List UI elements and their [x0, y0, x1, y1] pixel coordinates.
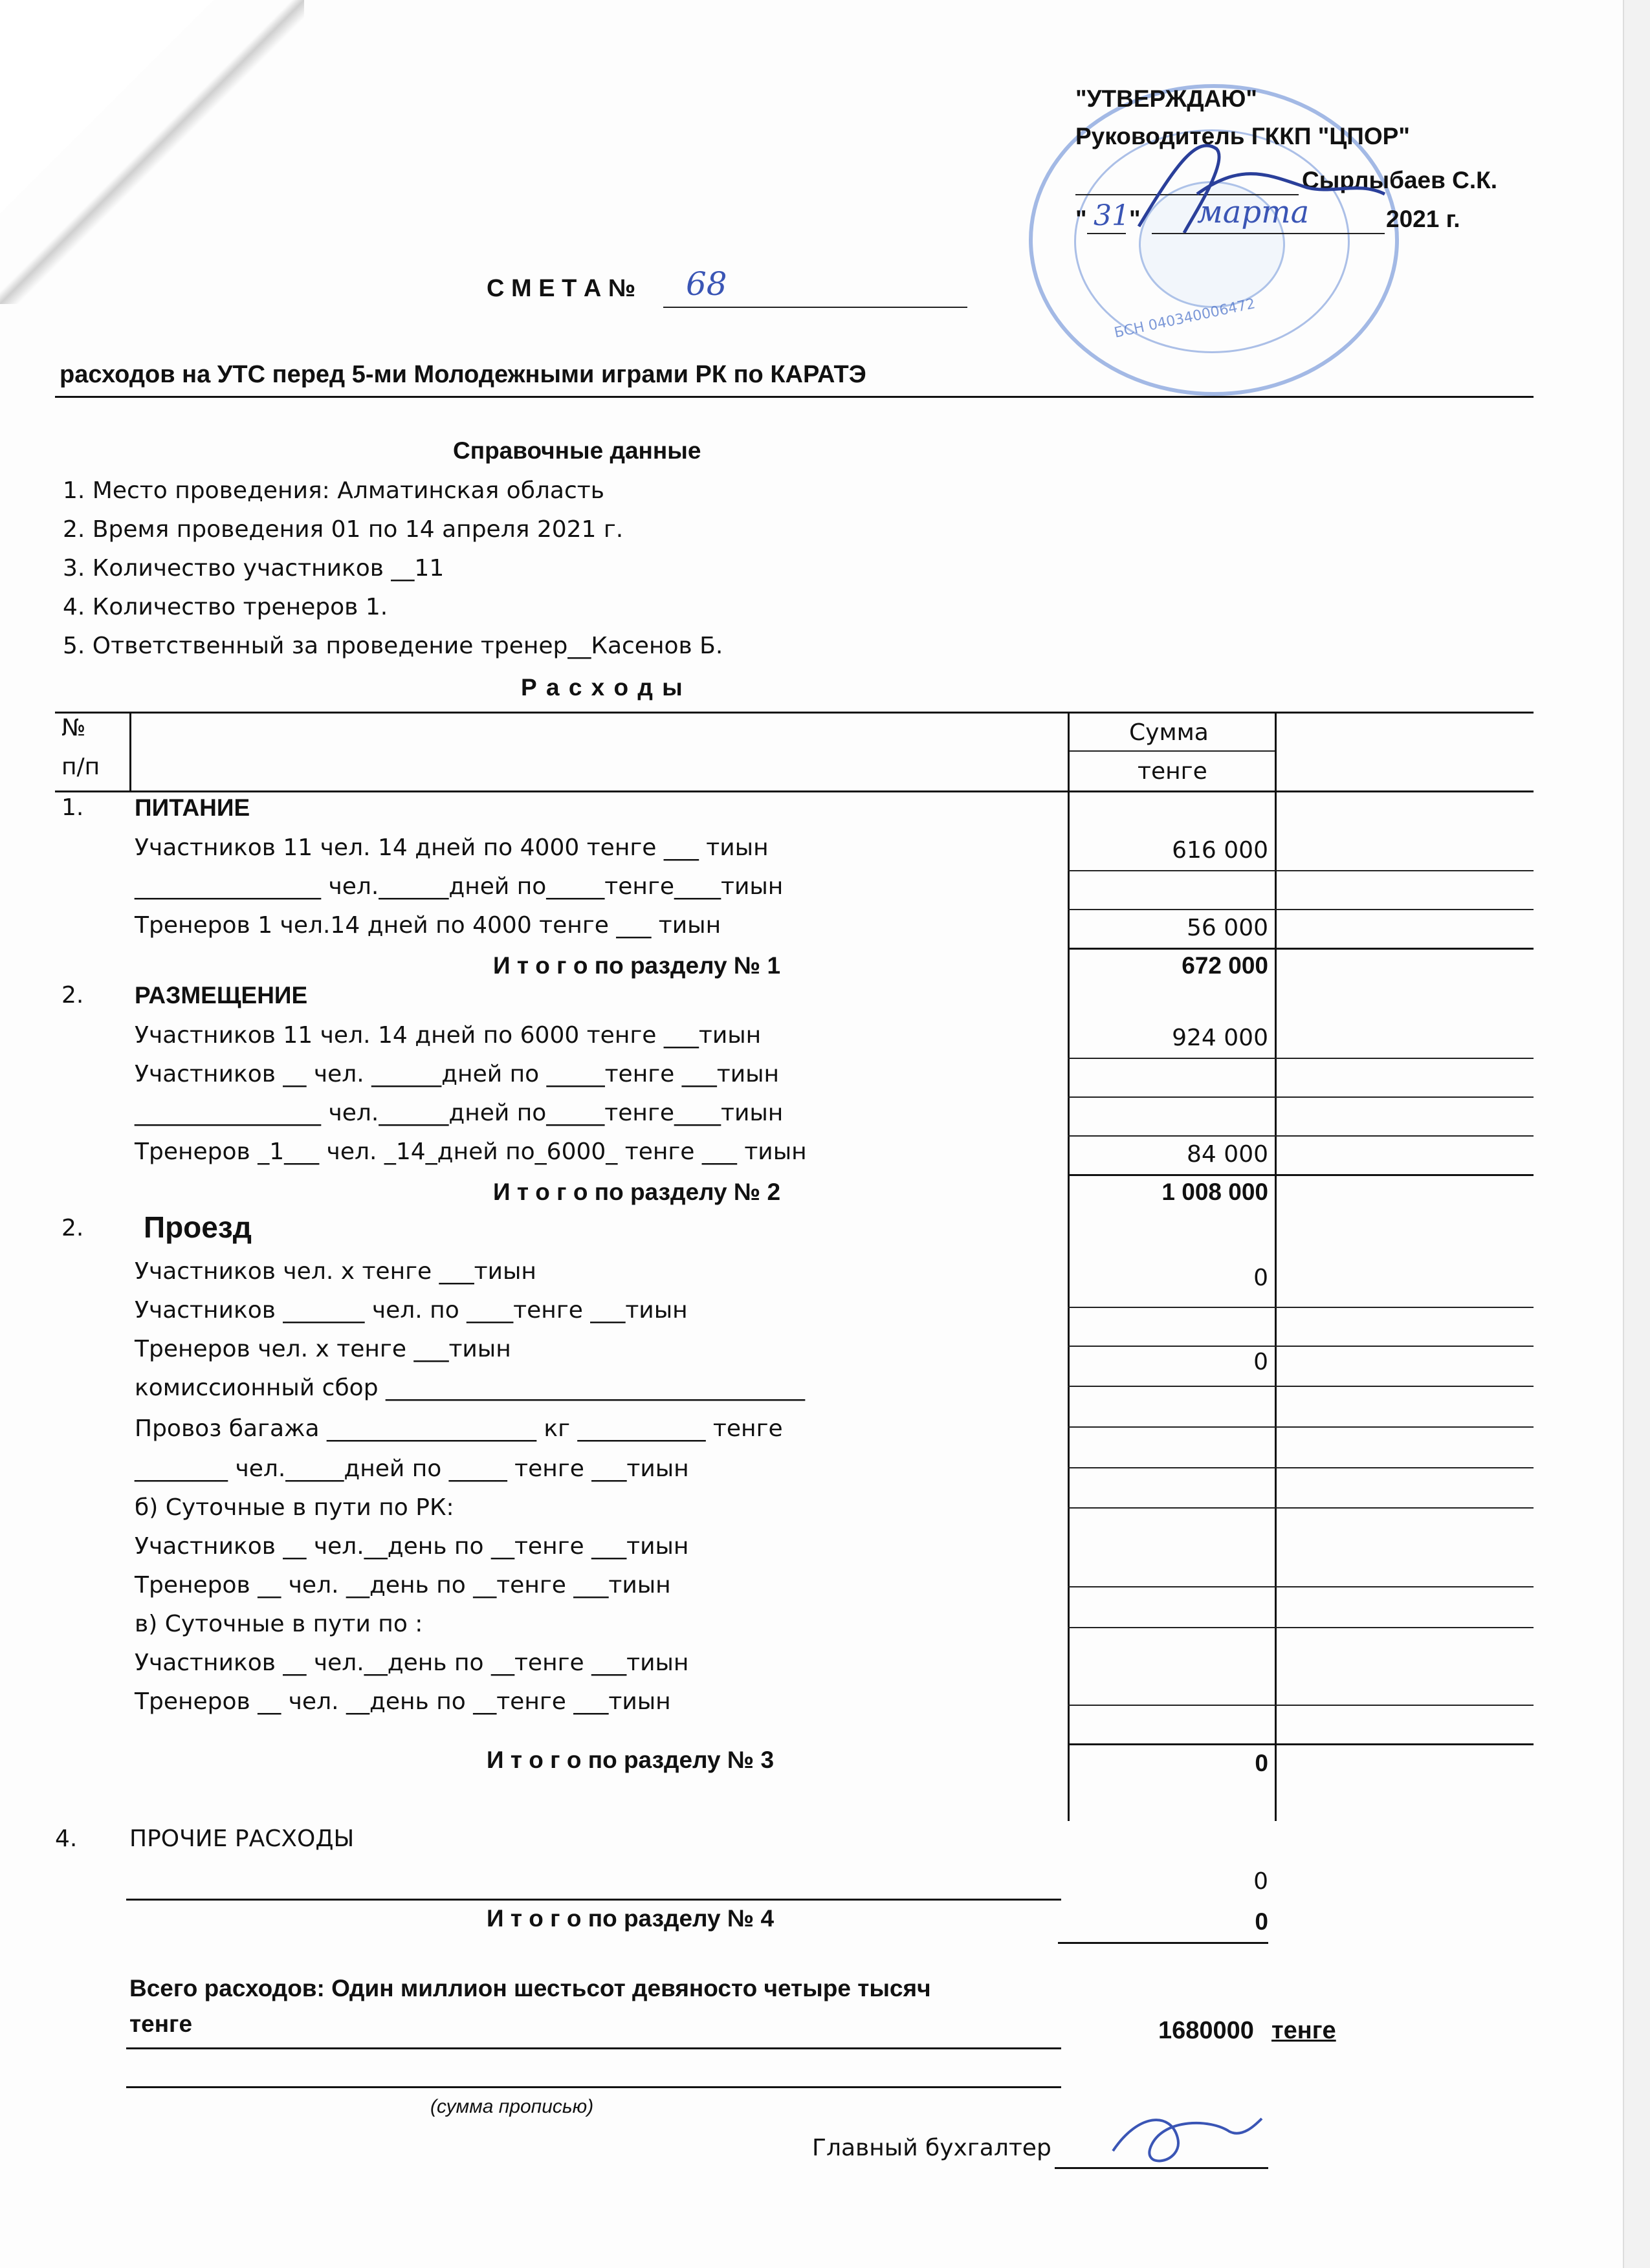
- row-divider: [1068, 1586, 1534, 1587]
- page-edge: [1623, 0, 1650, 2268]
- table-num-col-border: [129, 712, 131, 791]
- estimate-subtitle: расходов на УТС перед 5-ми Молодежными играми РК по КАРАТЭ: [60, 361, 866, 388]
- expense-row-text: ________________ чел.______дней по_____тенге____тиын: [135, 873, 784, 900]
- row-divider: [1068, 948, 1534, 950]
- row-divider: [1068, 1096, 1534, 1098]
- reference-heading: Справочные данные: [453, 437, 701, 464]
- section-total-amount: 1 008 000: [1161, 1179, 1268, 1205]
- expense-row-amount: 84 000: [1187, 1141, 1268, 1168]
- expense-row-text: Участников __ чел.__день по __тенге ___тиын: [135, 1650, 689, 1676]
- expenses-heading: Р а с х о д ы: [521, 674, 684, 701]
- expense-row-text: Тренеров __ чел. __день по __тенге ___тиын: [135, 1572, 671, 1598]
- row-divider: [1068, 1386, 1534, 1387]
- reference-item: 3. Количество участников __11: [63, 555, 445, 582]
- row-divider: [1068, 1346, 1534, 1347]
- expense-row-amount: 56 000: [1187, 915, 1268, 941]
- header-sum: Сумма: [1129, 719, 1209, 746]
- grand-total-words-cont: тенге: [129, 2011, 193, 2037]
- accountant-signature: [1100, 2106, 1268, 2177]
- section-num: 1.: [61, 794, 84, 821]
- words-line-2: [126, 2086, 1061, 2088]
- expense-row-text: Участников __ чел. ______дней по _____тенге ___тиын: [135, 1061, 780, 1087]
- expense-row-text: ________________ чел.______дней по_____тенге____тиын: [135, 1100, 784, 1126]
- estimate-number-line: [663, 307, 967, 308]
- section-total-amount: 672 000: [1182, 952, 1268, 979]
- grand-total-amount: 1680000: [1158, 2017, 1254, 2044]
- approval-position: Руководитель ГККП "ЦПОР": [1075, 123, 1410, 149]
- section-total-amount: 0: [1255, 1750, 1268, 1776]
- row-divider: [1068, 1058, 1534, 1059]
- page-fold-corner: [0, 0, 214, 213]
- row-divider: [1068, 1307, 1534, 1308]
- expense-row-text: Провоз багажа __________________ кг ___________ тенге: [135, 1415, 783, 1442]
- approval-name: Сырлыбаев С.К.: [1302, 167, 1497, 193]
- row-divider: [1068, 1135, 1534, 1137]
- row-divider: [1068, 909, 1534, 910]
- row-divider: [1068, 1627, 1534, 1628]
- expense-row-text: комиссионный сбор ____________________________________: [135, 1375, 805, 1401]
- expense-row-amount: 0: [1253, 1265, 1268, 1291]
- reference-item: 4. Количество тренеров 1.: [63, 594, 388, 620]
- table-header-divider: [1068, 750, 1275, 752]
- section-total-amount: 0: [1255, 1908, 1268, 1935]
- approval-day-line: [1087, 233, 1126, 234]
- row-divider: [1068, 1705, 1534, 1706]
- expense-row-text: Тренеров __ чел. __день по __тенге ___тиын: [135, 1688, 671, 1715]
- approval-date-year: 2021 г.: [1386, 206, 1460, 232]
- header-num2: п/п: [61, 754, 100, 780]
- expense-row-text: Участников __ чел.__день по __тенге ___тиын: [135, 1533, 689, 1560]
- expense-row-text: Участников 11 чел. 14 дней по 6000 тенге ___тиын: [135, 1022, 762, 1049]
- table-header-bottom: [55, 791, 1534, 792]
- approval-date-month: марта: [1197, 194, 1310, 230]
- header-currency: тенге: [1138, 758, 1207, 785]
- section-title: ПИТАНИЕ: [135, 794, 250, 821]
- section-title: РАЗМЕЩЕНИЕ: [135, 982, 308, 1009]
- section-num: 2.: [61, 1215, 84, 1241]
- section-total-label: И т о г о по разделу № 1: [493, 952, 781, 979]
- stamp-bin: БСН 040340006472: [1112, 296, 1257, 342]
- section-total-label: И т о г о по разделу № 3: [487, 1747, 775, 1773]
- words-line-1: [126, 2047, 1061, 2049]
- header-num: №: [61, 715, 86, 741]
- approval-month-line: [1152, 233, 1385, 234]
- subtitle-underline: [55, 396, 1534, 398]
- approval-heading: "УТВЕРЖДАЮ": [1075, 85, 1257, 112]
- reference-item: 2. Время проведения 01 по 14 апреля 2021 г.: [63, 516, 624, 543]
- expense-row-text: Участников _______ чел. по ____тенге ___тиын: [135, 1297, 688, 1324]
- expense-row-text: Тренеров 1 чел.14 дней по 4000 тенге ___ тиын: [135, 912, 721, 939]
- expense-row-text: б) Суточные в пути по РК:: [135, 1494, 454, 1521]
- section-title: ПРОЧИЕ РАСХОДЫ: [129, 1826, 355, 1852]
- section-num: 4.: [55, 1826, 78, 1852]
- expense-row-text: Участников чел. х тенге ___тиын: [135, 1258, 536, 1285]
- estimate-number: 68: [686, 265, 727, 303]
- approval-date-open: ": [1075, 206, 1087, 232]
- grand-total-words: Всего расходов: Один миллион шестьсот девяносто четыре тысяч: [129, 1975, 931, 2001]
- other-expense-amount: 0: [1253, 1868, 1268, 1895]
- accountant-label: Главный бухгалтер: [812, 2135, 1051, 2161]
- expense-row-text: ________ чел._____дней по _____ тенге ___тиын: [135, 1456, 689, 1482]
- expense-row-text: в) Суточные в пути по :: [135, 1611, 423, 1637]
- grand-total-currency: тенге: [1271, 2017, 1336, 2044]
- section-num: 2.: [61, 982, 84, 1009]
- row-divider: [1068, 1174, 1534, 1176]
- section-total-label: И т о г о по разделу № 2: [493, 1179, 781, 1205]
- expense-row-text: Тренеров чел. х тенге ___тиын: [135, 1336, 511, 1362]
- expense-row-amount: 616 000: [1172, 837, 1268, 864]
- expense-row-amount: 924 000: [1172, 1025, 1268, 1051]
- row-divider: [1068, 1507, 1534, 1509]
- section-title: Проезд: [144, 1210, 252, 1244]
- approval-date-close: ": [1129, 206, 1141, 232]
- approval-date-day: 31: [1094, 199, 1130, 232]
- row-divider: [1068, 1426, 1534, 1428]
- amount-in-words-caption: (сумма прописью): [430, 2096, 594, 2117]
- expense-row-text: Участников 11 чел. 14 дней по 4000 тенге ___ тиын: [135, 834, 769, 861]
- expense-row-text: Тренеров _1___ чел. _14_дней по_6000_ тенге ___ тиын: [135, 1139, 807, 1165]
- reference-item: 5. Ответственный за проведение тренер__Касенов Б.: [63, 633, 723, 659]
- expense-row-amount: 0: [1253, 1349, 1268, 1375]
- section-total-label: И т о г о по разделу № 4: [487, 1905, 775, 1932]
- section4-total-underline: [1058, 1942, 1268, 1944]
- row-divider: [1068, 1743, 1534, 1745]
- table-top-border: [55, 712, 1534, 714]
- estimate-title: С М Е Т А №: [487, 275, 636, 302]
- table-sum-col-right: [1275, 712, 1277, 1821]
- row-divider: [1068, 870, 1534, 871]
- other-expense-line: [126, 1899, 1061, 1901]
- reference-item: 1. Место проведения: Алматинская область: [63, 477, 604, 504]
- row-divider: [1068, 1467, 1534, 1468]
